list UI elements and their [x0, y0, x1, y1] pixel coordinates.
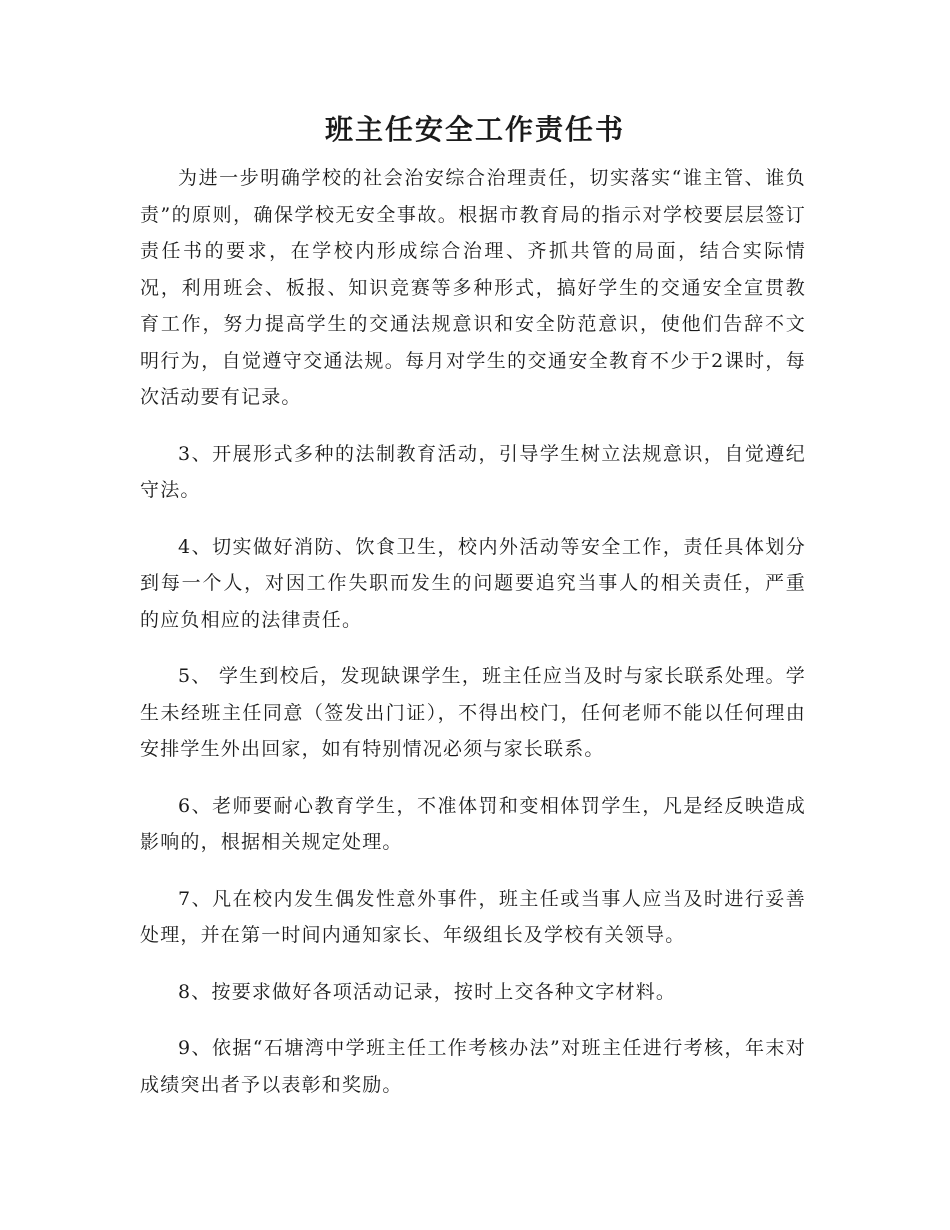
document-body — [140, 160, 806, 1123]
paragraph-item-6: 6、老师要耐心教育学生，不准体罚和变相体罚学生，凡是经反映造成影响的，根据相关规定处理。 — [140, 794, 806, 853]
paragraph-intro: 为进一步明确学校的社会治安综合治理责任，切实落实“谁主管、谁负责”的原则，确保学校无安全事故。根据市教育局的指示对学校要层层签订责任书的要求，在学校内形成综合治理、齐抓共管的局面，结合实际情况，利用班会、板报、知识竞赛等多种形式，搞好学生的交通安全宣贯教育工作，努力提高学生的交通法规意识和安全防范意识，使他们告辞不文明行为，自觉遵守交通法规。每月对学生的交通安全教育不少于2课时，每次活动要有记录。 — [140, 167, 806, 408]
paragraph-item-4: 4、切实做好消防、饮食卫生，校内外活动等安全工作，责任具体划分到每一个人，对因工作失职而发生的问题要追究当事人的相关责任，严重的应负相应的法律责任。 — [140, 535, 806, 631]
paragraph-item-5: 5、 学生到校后，发现缺课学生，班主任应当及时与家长联系处理。学生未经班主任同意（签发出门证），不得出校门，任何老师不能以任何理由安排学生外出回家，如有特别情况必须与家长联系。 — [140, 665, 806, 760]
paragraph-item-3: 3、开展形式多种的法制教育活动，引导学生树立法规意识，自觉遵纪守法。 — [140, 442, 806, 501]
document-title: 班主任安全工作责任书 — [324, 113, 625, 146]
paragraph-item-8: 8、按要求做好各项活动记录，按时上交各种文字材料。 — [178, 980, 677, 1003]
paragraph-item-7: 7、凡在校内发生偶发性意外事件，班主任或当事人应当及时进行妥善处理，并在第一时间内通知家长、年级组长及学校有关领导。 — [140, 887, 806, 946]
paragraph-item-9: 9、依据“石塘湾中学班主任工作考核办法”对班主任进行考核，年末对成绩突出者予以表彰和奖励。 — [140, 1037, 806, 1096]
